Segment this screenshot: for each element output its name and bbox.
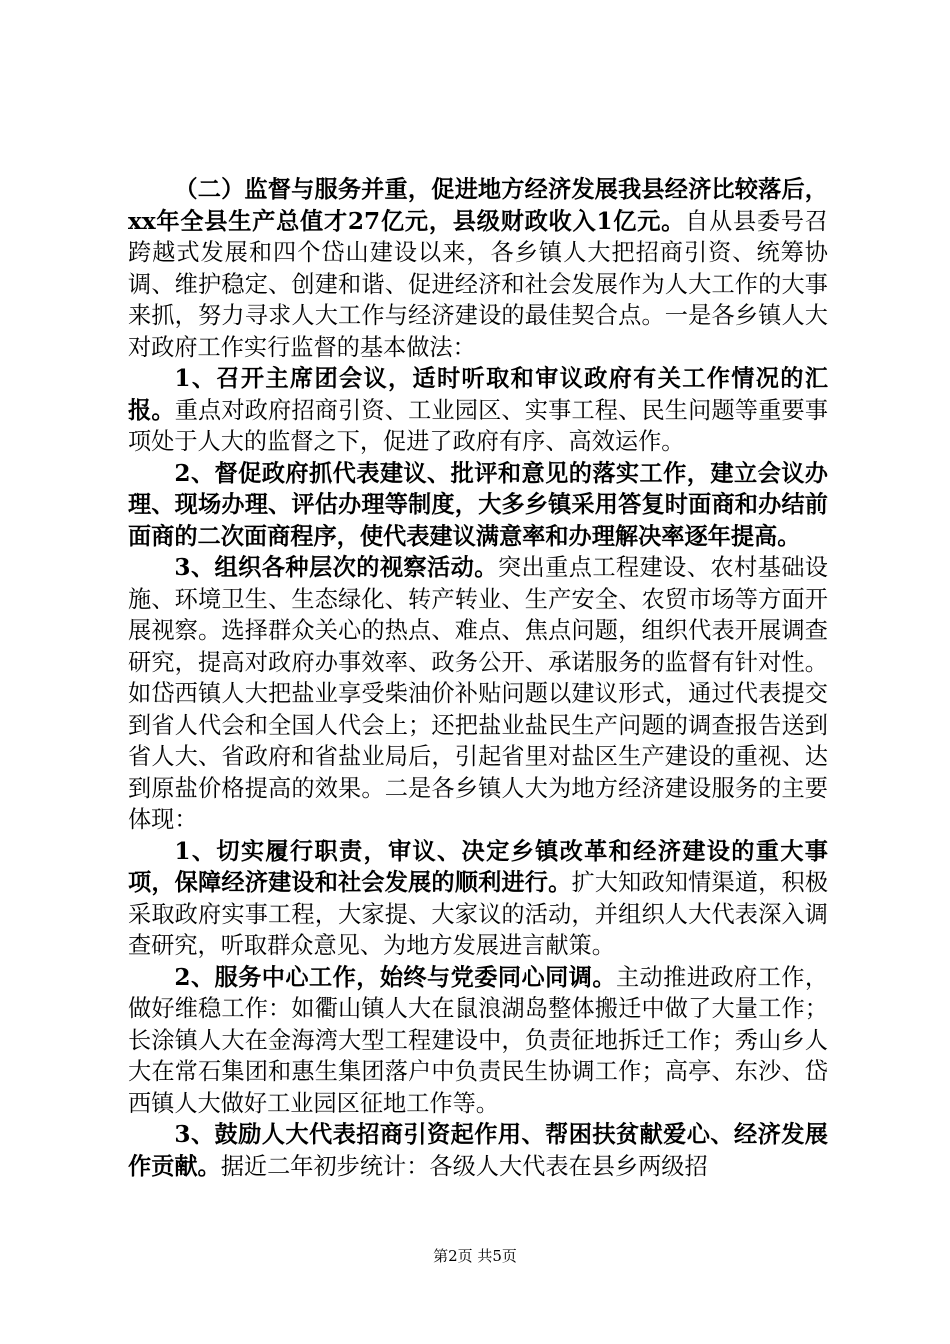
paragraph-1-text: 自从县委号召跨越式发展和四个岱山建设以来，各乡镇人大把招商引资、统筹协调、维护稳定、创建和谐、促进经济和社会发展作为人大工作的大事来抓，努力寻求人大工作与经济建设的最佳契合点。一是各乡镇人大对政府工作实行监督的基本做法： bbox=[128, 207, 828, 361]
paragraph-6-text: 主动推进政府工作，做好维稳工作：如衢山镇人大在鼠浪湖岛整体搬迁中做了大量工作；长涂镇人大在金海湾大型工程建设中，负责征地拆迁工作；秀山乡人大在常石集团和惠生集团落户中负责民生协调工作；高亭、东沙、岱西镇人大做好工业园区征地工作等。 bbox=[128, 963, 829, 1117]
paragraph-1-heading: （二）监督与服务并重，促进地方经济发展我县经济比较落后，xx年全县生产总值才27亿元，县级财政收入1亿元。 bbox=[128, 176, 828, 235]
paragraph-6 bbox=[128, 962, 828, 1120]
paragraph-5-heading: 1、切实履行职责，审议、决定乡镇改革和经济建设的重大事项，保障经济建设和社会发展的顺利进行。 bbox=[128, 837, 828, 896]
paragraph-4 bbox=[128, 552, 828, 836]
paragraph-7 bbox=[128, 1119, 828, 1182]
paragraph-7-text: 据近二年初步统计：各级人大代表在县乡两级招 bbox=[220, 1152, 708, 1180]
paragraph-5 bbox=[128, 836, 828, 962]
paragraph-1 bbox=[128, 174, 828, 363]
paragraph-7-heading: 3、鼓励人大代表招商引资起作用、帮困扶贫献爱心、经济发展作贡献。 bbox=[128, 1121, 828, 1180]
paragraph-3-heading: 2、督促政府抓代表建议、批评和意见的落实工作，建立会议办理、现场办理、评估办理等制度，大多乡镇采用答复时面商和办结前面商的二次面商程序，使代表建议满意率和办理解决率逐年提高。 bbox=[128, 459, 828, 550]
paragraph-3 bbox=[128, 458, 828, 553]
paragraph-4-text: 突出重点工程建设、农村基础设施、环境卫生、生态绿化、转产转业、生产安全、农贸市场等方面开展视察。选择群众关心的热点、难点、焦点问题，组织代表开展调查研究，提高对政府办事效率、政务公开、承诺服务的监督有针对性。如岱西镇人大把盐业享受柴油价补贴问题以建议形式，通过代表提交到省人代会和全国人代会上；还把盐业盐民生产问题的调查报告送到省人大、省政府和省盐业局后，引起省里对盐区生产建设的重视、达到原盐价格提高的效果。二是各乡镇人大为地方经济建设服务的主要体现： bbox=[128, 554, 828, 833]
document-body bbox=[128, 174, 828, 1182]
paragraph-2 bbox=[128, 363, 828, 458]
paragraph-4-heading: 3、组织各种层次的视察活动。 bbox=[174, 554, 498, 581]
paragraph-2-heading: 1、召开主席团会议，适时听取和审议政府有关工作情况的汇报。 bbox=[128, 365, 828, 424]
paragraph-5-text: 扩大知政知情渠道，积极采取政府实事工程，大家提、大家议的活动，并组织人大代表深入调查研究，听取群众意见、为地方发展进言献策。 bbox=[128, 869, 829, 959]
paragraph-2-text: 重点对政府招商引资、工业园区、实事工程、民生问题等重要事项处于人大的监督之下，促进了政府有序、高效运作。 bbox=[128, 396, 829, 455]
paragraph-6-heading: 2、服务中心工作，始终与党委同心同调。 bbox=[174, 963, 616, 991]
page-footer: 第2页 共5页 bbox=[433, 1247, 517, 1265]
